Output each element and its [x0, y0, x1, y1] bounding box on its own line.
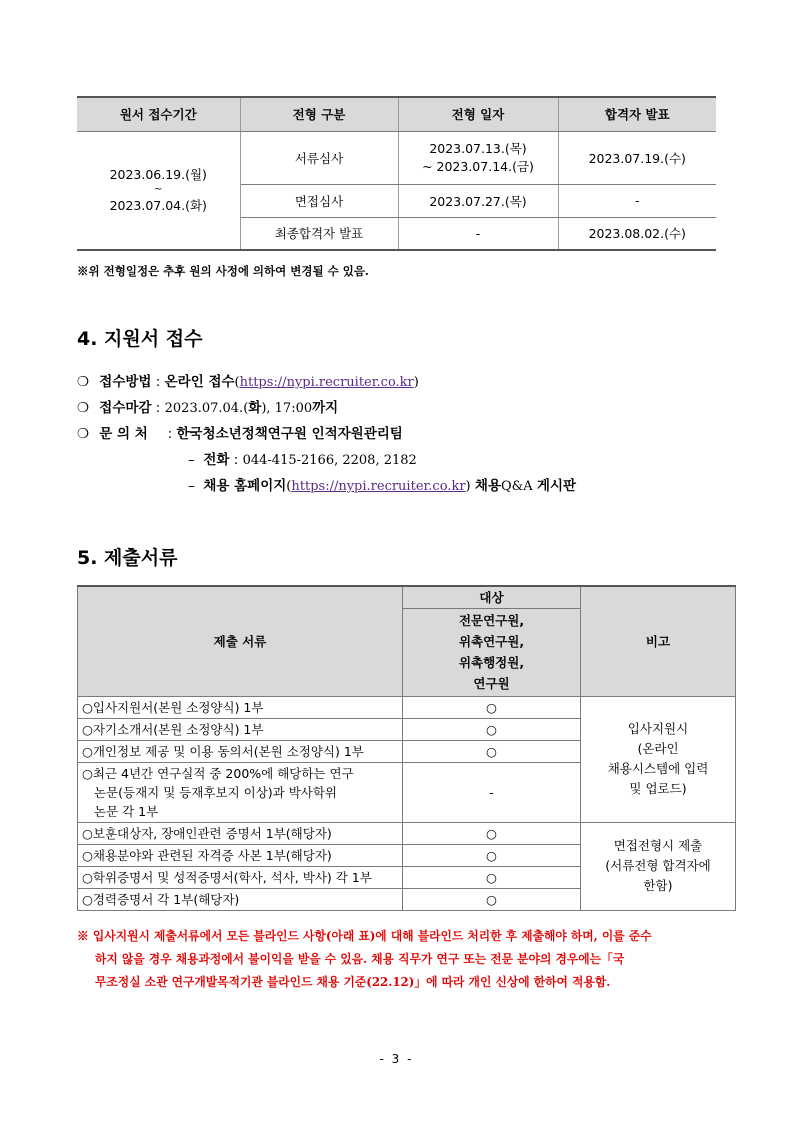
- phone-label: 전화: [203, 452, 230, 468]
- contact-value: 한국청소년정책연구원 인적자원관리팀: [176, 426, 403, 442]
- document-mark: ○: [403, 866, 581, 888]
- document-mark: ○: [403, 718, 581, 740]
- dash: –: [188, 452, 195, 468]
- header-application-period: 원서 접수기간: [77, 97, 240, 131]
- document-mark: ○: [403, 822, 581, 844]
- stage-document-announce: 2023.07.19.(수): [558, 131, 716, 184]
- homepage-suffix-qa: Q&A: [501, 479, 533, 494]
- documents-header-row: [78, 586, 736, 608]
- bullet-icon: ❍: [77, 400, 90, 416]
- stage-document: 서류심사: [240, 131, 398, 184]
- document-name: [78, 762, 403, 822]
- dash: –: [188, 478, 195, 494]
- colon: :: [167, 426, 173, 442]
- homepage-link[interactable]: https://nypi.recruiter.co.kr: [291, 479, 466, 494]
- homepage-suffix-board: 게시판: [536, 478, 577, 494]
- header-target-roles: [403, 608, 581, 696]
- document-name: ○학위증명서 및 성적증명서(학사, 석사, 박사) 각 1부: [78, 866, 403, 888]
- document-mark: ○: [403, 844, 581, 866]
- note-line: 하지 않을 경우 채용과정에서 불이익을 받을 수 있음. 채용 직무가 연구 또는 전문 분야의 경우에는「국: [95, 952, 625, 966]
- target-role: 전문연구원,: [458, 613, 525, 628]
- stage-document-date-start: 2023.07.13.(목): [429, 140, 527, 156]
- schedule-note: ※위 전형일정은 추후 원의 사정에 의하여 변경될 수 있음.: [77, 264, 369, 278]
- application-method-link[interactable]: https://nypi.recruiter.co.kr: [239, 375, 414, 390]
- header-stage-date: 전형 일자: [398, 97, 558, 131]
- section-4-title: 4. 지원서 접수: [77, 328, 203, 350]
- target-role: 위촉연구원,: [458, 634, 525, 649]
- stage-document-date-end: ~ 2023.07.14.(금): [422, 158, 534, 174]
- section-5-title: 5. 제출서류: [77, 547, 178, 569]
- schedule-table: [77, 96, 716, 251]
- remark-line: (온라인: [637, 741, 679, 756]
- document-name: ○보훈대상자, 장애인관련 증명서 1부(해당자): [78, 822, 403, 844]
- application-period-tilde: ~: [154, 184, 163, 196]
- deadline-date: 2023.07.04.(: [164, 401, 249, 416]
- remark-line: 한함): [643, 878, 673, 893]
- deadline-suffix: 까지: [312, 400, 339, 416]
- table-row: [78, 696, 736, 718]
- deadline-label: 접수마감: [99, 400, 152, 416]
- contact-label: 문 의 처: [99, 426, 148, 442]
- document-name: ○입사지원서(본원 소정양식) 1부: [78, 696, 403, 718]
- header-target: 대상: [403, 586, 581, 608]
- document-name: ○채용분야와 관련된 자격증 사본 1부(해당자): [78, 844, 403, 866]
- remark-online: [581, 696, 736, 822]
- document-mark: ○: [403, 696, 581, 718]
- colon: :: [155, 400, 161, 416]
- bullet-icon: ❍: [77, 426, 90, 442]
- homepage-line: – 채용 홈페이지(https://nypi.recruiter.co.kr) 채용Q&A 게시판: [188, 474, 576, 494]
- colon: :: [155, 374, 161, 390]
- document-name-line: 논문 각 1부: [94, 803, 159, 819]
- deadline-day: 화: [248, 400, 262, 416]
- stage-interview-announce: -: [558, 184, 716, 217]
- stage-final: 최종합격자 발표: [240, 217, 398, 250]
- header-remark: 비고: [581, 586, 736, 696]
- document-mark: -: [403, 762, 581, 822]
- document-name: ○경력증명서 각 1부(해당자): [78, 888, 403, 910]
- remark-line: 및 업로드): [629, 781, 687, 796]
- page-number: - 3 -: [379, 1052, 414, 1066]
- application-method-line: ❍ 접수방법 : 온라인 접수(https://nypi.recruiter.co.kr): [77, 370, 419, 390]
- note-line: ※ 입사지원시 제출서류에서 모든 블라인드 사항(아래 표)에 대해 블라인드 처리한 후 제출해야 하며, 이를 준수: [77, 929, 652, 943]
- table-row: [78, 822, 736, 844]
- stage-interview: 면접심사: [240, 184, 398, 217]
- application-method-label: 접수방법: [99, 374, 152, 390]
- remark-line: 입사지원시: [627, 721, 689, 736]
- colon: :: [233, 452, 239, 468]
- deadline-time: ), 17:00: [261, 401, 313, 416]
- stage-final-announce: 2023.08.02.(수): [558, 217, 716, 250]
- contact-line: [77, 422, 403, 442]
- homepage-label: 채용 홈페이지: [203, 478, 287, 494]
- phone-value: 044-415-2166, 2208, 2182: [242, 453, 417, 468]
- stage-interview-date: 2023.07.27.(목): [398, 184, 558, 217]
- document-mark: ○: [403, 888, 581, 910]
- target-role: 위촉행정원,: [458, 655, 525, 670]
- deadline-line: [77, 396, 338, 416]
- application-method-value: 온라인 접수: [164, 374, 235, 390]
- target-role: 연구원: [473, 676, 510, 691]
- header-documents: 제출 서류: [78, 586, 403, 696]
- header-announcement: 합격자 발표: [558, 97, 716, 131]
- document-name: ○개인정보 제공 및 이용 동의서(본원 소정양식) 1부: [78, 740, 403, 762]
- document-name-line: 논문(등재지 및 등재후보지 이상)과 박사학위: [94, 784, 337, 800]
- phone-line: [188, 448, 417, 468]
- document-mark: ○: [403, 740, 581, 762]
- note-line: 무조정실 소관 연구개발목적기관 블라인드 채용 기준(22.12)」에 따라 개인 신상에 한하여 적용함.: [95, 975, 611, 989]
- remark-interview: [581, 822, 736, 910]
- remark-line: 면접전형시 제출: [613, 838, 703, 853]
- schedule-header-row: [77, 97, 716, 131]
- documents-table: [77, 585, 736, 911]
- homepage-suffix-recruit: 채용: [474, 478, 501, 494]
- header-stage: 전형 구분: [240, 97, 398, 131]
- blind-recruitment-note: [77, 925, 727, 994]
- stage-document-date: [398, 131, 558, 184]
- document-name-line: ○최근 4년간 연구실적 중 200%에 해당하는 연구: [82, 765, 354, 781]
- document-name: ○자기소개서(본원 소정양식) 1부: [78, 718, 403, 740]
- stage-final-date: -: [398, 217, 558, 250]
- application-period-start: 2023.06.19.(월): [109, 167, 207, 183]
- application-period-cell: [77, 131, 240, 250]
- remark-line: (서류전형 합격자에: [605, 858, 711, 873]
- bullet-icon: ❍: [77, 374, 90, 390]
- schedule-row: [77, 131, 716, 184]
- application-period-end: 2023.07.04.(화): [109, 198, 207, 214]
- remark-line: 채용시스템에 입력: [607, 761, 709, 776]
